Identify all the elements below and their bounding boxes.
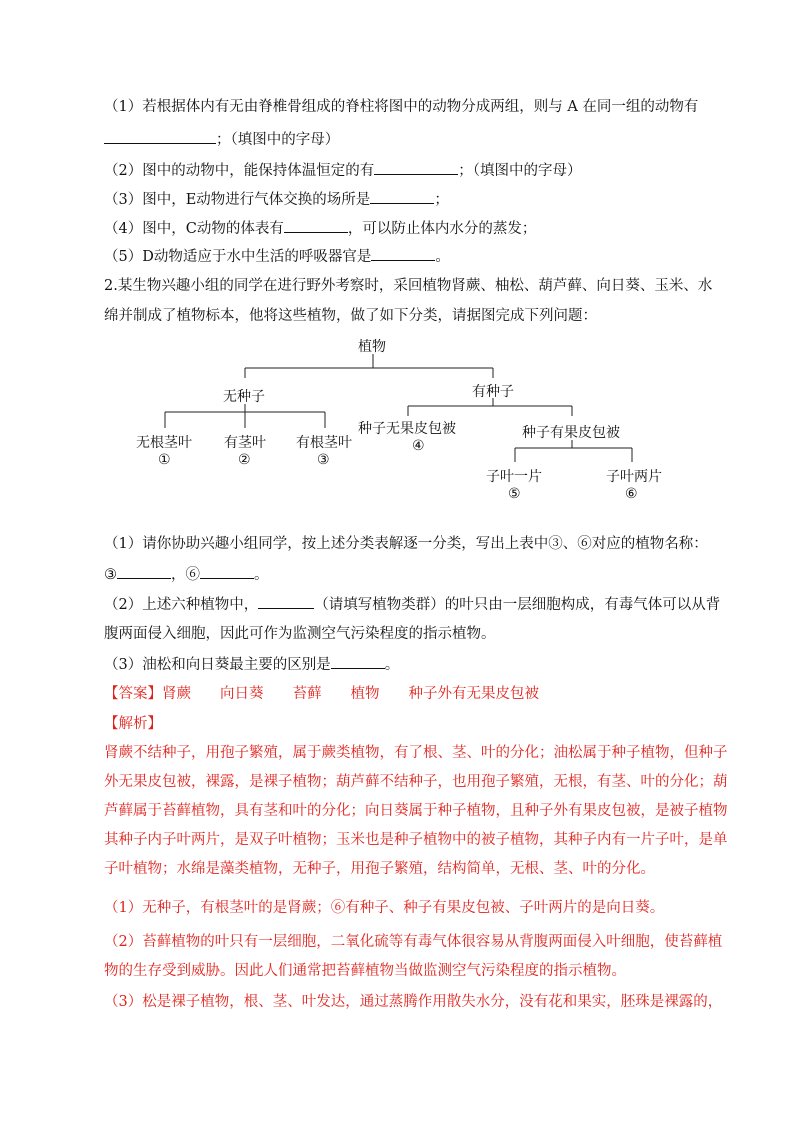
analysis-line: （1）无种子，有根茎叶的是肾蕨；⑥有种子、种子有果皮包被、子叶两片的是向日葵。 (104, 900, 665, 916)
node-l3-num: ③ (317, 452, 330, 468)
q1-line-2 (104, 129, 339, 150)
node-r22: 子叶两片 (606, 469, 662, 485)
node-l3: 有根茎叶 (296, 435, 352, 451)
q-text: （1）请你协助兴趣小组同学，按上述分类表解逐一分类，写出上表中③、⑥对应的植物名称： (104, 536, 708, 552)
q-text: ③ (104, 567, 117, 583)
q-text: 。 (435, 249, 450, 265)
answer-line: 【答案】肾蕨 向日葵 苔藓 植物 种子外有无果皮包被 (104, 686, 539, 702)
node-l1: 无根茎叶 (136, 435, 192, 451)
answer-blank[interactable] (284, 218, 348, 233)
q-text: （3）油松和向日葵最主要的区别是 (104, 657, 331, 673)
q-text: 。 (254, 567, 269, 583)
q-text: （4）图中，C动物的体表有 (104, 221, 284, 237)
intro-text: 2.某生物兴趣小组的同学在进行野外考察时，采回植物肾蕨、柚松、葫芦藓、向日葵、玉米、水 (104, 278, 713, 294)
answer-blank[interactable] (331, 654, 385, 669)
analysis-line: 芦藓属于苔藓植物，具有茎和叶的分化；向日葵属于种子植物，且种子外有果皮包被，是被子植物 (104, 803, 728, 819)
q2-2-line (104, 594, 720, 615)
q1-text: （1）若根据体内有无由脊椎骨组成的脊柱将图中的动物分成两组，则与 A 在同一组的动物有 (104, 99, 699, 115)
q-text: 腹两面侵入细胞，因此可作为监测空气污染程度的指示植物。 (104, 626, 496, 642)
analysis-line: 子叶植物；水绵是藻类植物，无种子，用孢子繁殖，结构简单，无根、茎、叶的分化。 (104, 861, 655, 877)
node-r21: 子叶一片 (486, 469, 542, 485)
intro-text: 绵并制成了植物标本，他将这些植物，做了如下分类，请据图完成下列问题： (104, 308, 597, 324)
node-l2-num: ② (238, 452, 251, 468)
analysis-title: 【解析】 (104, 716, 162, 732)
q-text: （2）上述六种植物中， (104, 597, 259, 613)
analysis-line: 物的生存受到威胁。因此人们通常把苔藓植物当做监测空气污染程度的指示植物。 (104, 963, 626, 979)
analysis-line: （2）苔藓植物的叶只有一层细胞，二氧化硫等有毒气体很容易从背腹两面侵入叶细胞，使苔藓植 (104, 934, 723, 950)
node-no-seed: 无种子 (223, 389, 265, 405)
node-r22-num: ⑥ (625, 486, 638, 502)
answer-blank[interactable] (200, 564, 254, 579)
q-text: （请填写植物类群）的叶只由一层细胞构成，有毒气体可以从背 (314, 597, 721, 613)
q1-line-1 (104, 97, 698, 117)
analysis-line: 外无果皮包被，裸露，是裸子植物；葫芦藓不结种子，也用孢子繁殖，无根，有茎、叶的分化；葫 (104, 774, 728, 790)
q-text: ，可以防止体内水分的蒸发； (347, 221, 537, 237)
q2-1-blanks (104, 564, 269, 585)
answer-blank[interactable] (370, 189, 434, 204)
q2-2-cont (104, 624, 496, 644)
analysis-line: （3）松是裸子植物，根、茎、叶发达，通过蒸腾作用散失水分，没有花和果实，胚珠是裸露的， (104, 994, 723, 1010)
node-r1: 种子无果皮包被 (358, 421, 456, 437)
q2-line (104, 160, 581, 181)
classification-diagram (120, 330, 700, 520)
intro-line (104, 276, 712, 296)
answer-blank[interactable] (104, 129, 216, 144)
node-l2: 有茎叶 (224, 435, 266, 451)
node-l1-num: ① (158, 452, 171, 468)
q2-1-line (104, 534, 708, 554)
q3-line (104, 189, 449, 210)
intro-line (104, 306, 597, 326)
q1-text: ；（填图中的字母） (216, 132, 340, 148)
node-seed: 有种子 (472, 384, 514, 400)
node-root: 植物 (358, 339, 386, 355)
node-r21-num: ⑤ (508, 486, 521, 502)
analysis-line: 其种子内子叶两片，是双子叶植物；玉米也是种子植物中的被子植物，其种子内有一片子叶，是单 (104, 832, 728, 848)
q-text: （2）图中的动物中，能保持体温恒定的有 (104, 163, 375, 179)
q-text: ； (434, 192, 449, 208)
analysis-line: 肾蕨不结种子，用孢子繁殖，属于蕨类植物，有了根、茎、叶的分化；油松属于种子植物，但种子 (104, 745, 728, 761)
answer-blank[interactable] (258, 594, 314, 609)
q-text: 。 (384, 657, 400, 673)
answer-blank[interactable] (371, 246, 435, 261)
node-r2: 种子有果皮包被 (522, 425, 620, 441)
answer-blank[interactable] (117, 564, 171, 579)
answer-blank[interactable] (374, 160, 458, 175)
q4-line (104, 218, 536, 239)
q5-line (104, 246, 450, 267)
q-text: ，⑥ (171, 567, 200, 583)
node-r1-num: ④ (412, 438, 425, 454)
q-text: （3）图中，E动物进行气体交换的场所是 (104, 192, 371, 208)
q-text: ；（填图中的字母） (458, 163, 582, 179)
q2-3-line (104, 654, 399, 675)
q-text: （5）D动物适应于水中生活的呼吸器官是 (104, 249, 372, 265)
